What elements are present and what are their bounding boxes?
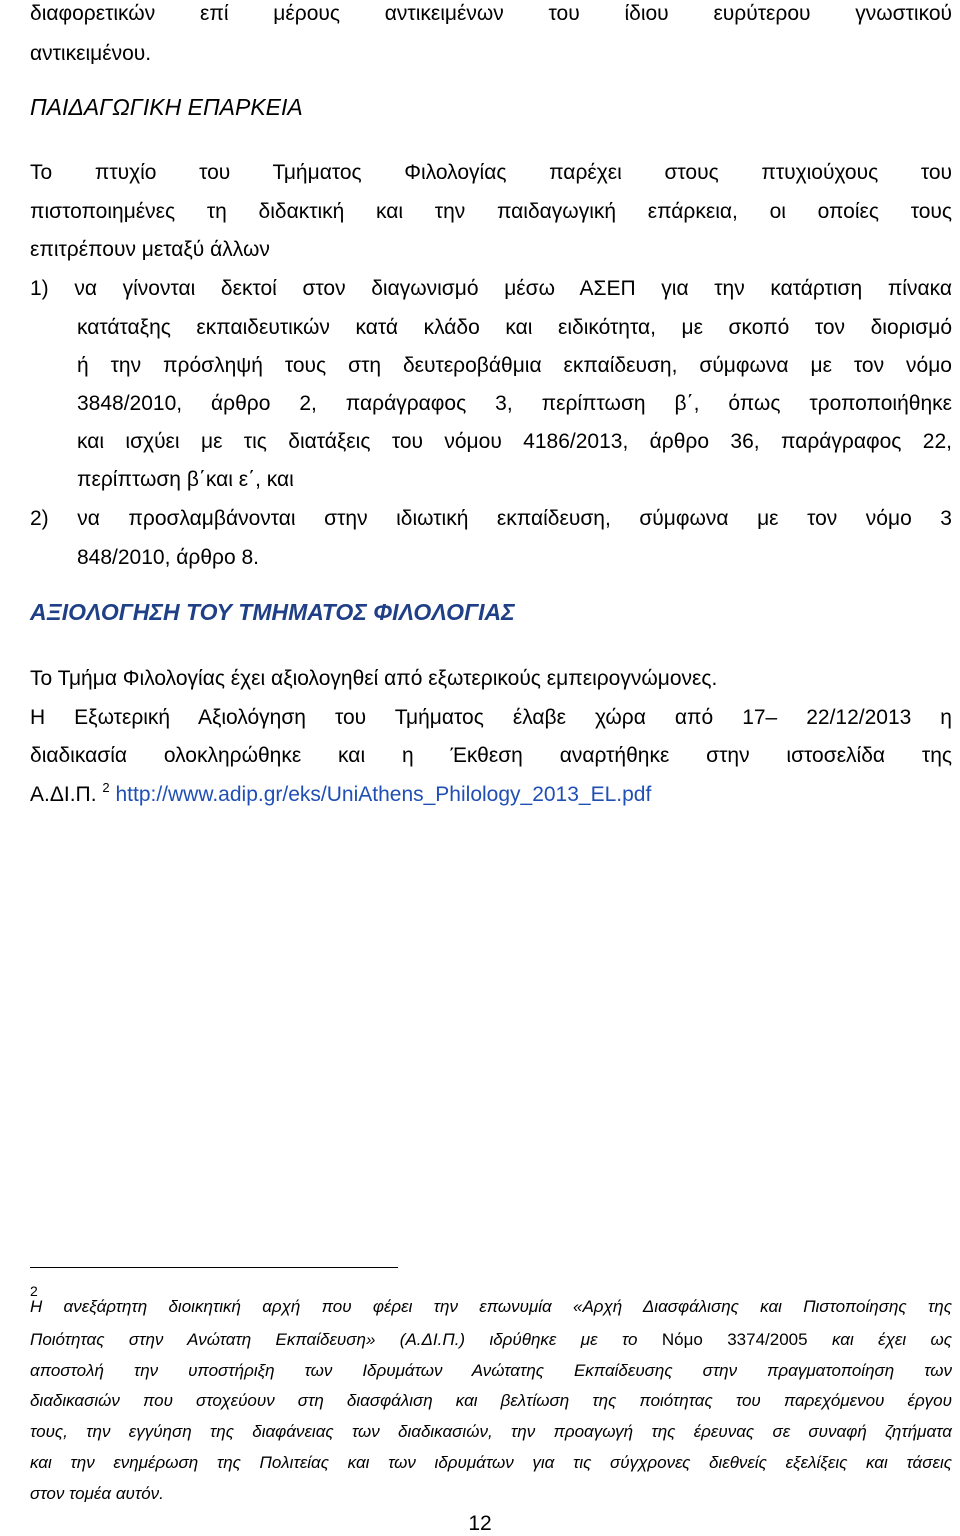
text-line: Το Τμήμα Φιλολογίας έχει αξιολογηθεί από εξωτερικούς εμπειρογνώμονες. [30, 667, 718, 690]
footnote-line: τους, την εγγύηση της διαφάνειας των διαδικασιών, την προαγωγή της έρευνας σε συναφή ζητήματα [30, 1422, 952, 1441]
text-line: περίπτωση β΄και ε΄, και [77, 468, 294, 491]
footnote-line: στον τομέα αυτόν. [30, 1484, 164, 1503]
footnote-line: και την ενημέρωση της Πολιτείας και των ιδρυμάτων για τις σύγχρονες διεθνείς εξελίξεις και τάσεις [30, 1453, 952, 1472]
text-line [30, 782, 952, 808]
text-line: ή την πρόσληψή τους στη δευτεροβάθμια εκπαίδευση, σύμφωνα με τον νόμο [77, 354, 952, 377]
section-heading-pedagogical: ΠΑΙΔΑΓΩΓΙΚΗ ΕΠΑΡΚΕΙΑ [30, 94, 303, 120]
text-line: αντικειμένου. [30, 42, 152, 65]
text-line: πιστοποιημένες τη διδακτική και την παιδαγωγική επάρκεια, οι οποίες τους [30, 200, 952, 223]
footnote-divider [30, 1267, 398, 1268]
text-line: Η Εξωτερική Αξιολόγηση του Τμήματος έλαβε χώρα από 17– 22/12/2013 η [30, 706, 952, 729]
text-line: 848/2010, άρθρο 8. [77, 546, 259, 569]
text-line: και ισχύει με τις διατάξεις του νόμου 4186/2013, άρθρο 36, παράγραφος 22, [77, 430, 952, 453]
footnote-line: Η ανεξάρτητη διοικητική αρχή που φέρει την επωνυμία «Αρχή Διασφάλισης και Πιστοποίησης της [30, 1297, 952, 1316]
footnote-line [30, 1329, 952, 1351]
text-line: επιτρέπουν μεταξύ άλλων [30, 238, 270, 261]
law-reference: Νόμο 3374/2005 [661, 1330, 808, 1349]
text-line: κατάταξης εκπαιδευτικών κατά κλάδο και ειδικότητα, με σκοπό τον διορισμό [77, 316, 952, 339]
footnote-ref: 2 [102, 780, 110, 795]
footnote-line: διαδικασιών που στοχεύουν στη διασφάλιση και βελτίωση της ποιότητας του παρεχόμενου έργου [30, 1391, 952, 1410]
footnote-text: και έχει ως [807, 1330, 952, 1349]
organisation-abbrev: Α.ΔΙ.Π. [30, 783, 97, 806]
list-item-1: 1) να γίνονται δεκτοί στον διαγωνισμό μέσω ΑΣΕΠ για την κατάρτιση πίνακα [30, 277, 952, 300]
footnote-marker: 2 [30, 1283, 38, 1299]
page-number: 12 [468, 1512, 492, 1535]
text-line: 3848/2010, άρθρο 2, παράγραφος 3, περίπτωση β΄, όπως τροποποιήθηκε [77, 392, 952, 415]
section-heading-evaluation: ΑΞΙΟΛΟΓΗΣΗ ΤΟΥ ΤΜΗΜΑΤΟΣ ΦΙΛΟΛΟΓΙΑΣ [30, 599, 515, 625]
text-line: διαφορετικών επί μέρους αντικειμένων του ίδιου ευρύτερου γνωστικού [30, 2, 952, 25]
evaluation-report-link[interactable]: http://www.adip.gr/eks/UniAthens_Philology_2013_EL.pdf [115, 783, 652, 806]
list-item-2: 2) να προσλαμβάνονται στην ιδιωτική εκπαίδευση, σύμφωνα με τον νόμο 3 [30, 507, 952, 530]
footnote-text: Ποιότητας στην Ανώτατη Εκπαίδευση» (Α.ΔΙ.Π.) ιδρύθηκε με το [30, 1330, 662, 1349]
text-line: Το πτυχίο του Τμήματος Φιλολογίας παρέχει στους πτυχιούχους του [30, 161, 952, 184]
text-line: διαδικασία ολοκληρώθηκε και η Έκθεση αναρτήθηκε στην ιστοσελίδα της [30, 744, 952, 767]
footnote-line: αποστολή την υποστήριξη των Ιδρυμάτων Ανώτατης Εκπαίδευσης στην πραγματοποίηση των [30, 1361, 952, 1380]
